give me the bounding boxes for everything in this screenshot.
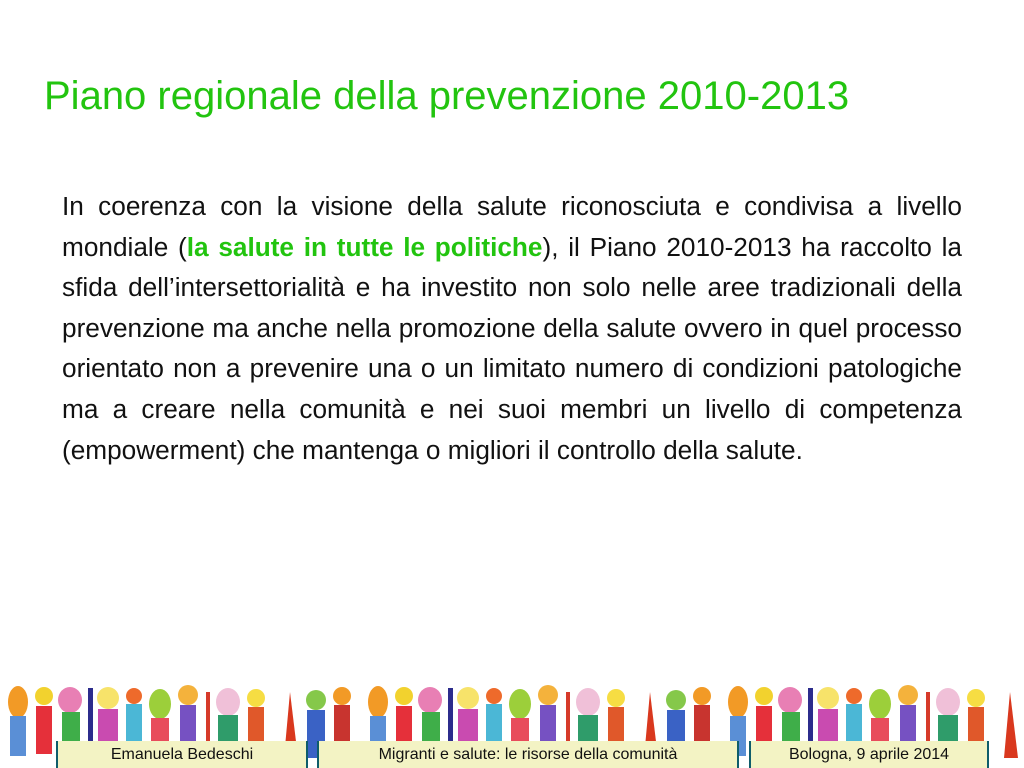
highlighted-phrase: la salute in tutte le politiche [186, 231, 543, 262]
footer-author [56, 741, 308, 768]
body-text-part-1: In coerenza con la visione della salute riconosciuta e condivisa a livello mondiale ( [62, 191, 962, 262]
footer-talk-title-label: Migranti e salute: le risorse della comunità [378, 746, 678, 763]
footer-author-label: Emanuela Bedeschi [110, 746, 254, 763]
slide-body-text [62, 186, 962, 470]
footer-talk-title [317, 741, 739, 768]
footer-place-date [749, 741, 989, 768]
footer-bar [0, 741, 1024, 768]
slide-title: Piano regionale della prevenzione 2010-2013 [44, 74, 850, 118]
footer-place-date-label: Bologna, 9 aprile 2014 [788, 746, 950, 763]
body-text-part-2: ), il Piano 2010-2013 ha raccolto la sfida dell’intersettorialità e ha investito non solo nelle aree tradizionali della prevenzione ma anche nella promozione della salute ovvero in quel processo orientato non a prevenire una o un limitato numero di condizioni patologiche ma a creare nella comunità e nei suoi membri un livello di competenza (empowerment) che mantenga o migliori il controllo della salute. [62, 231, 962, 465]
